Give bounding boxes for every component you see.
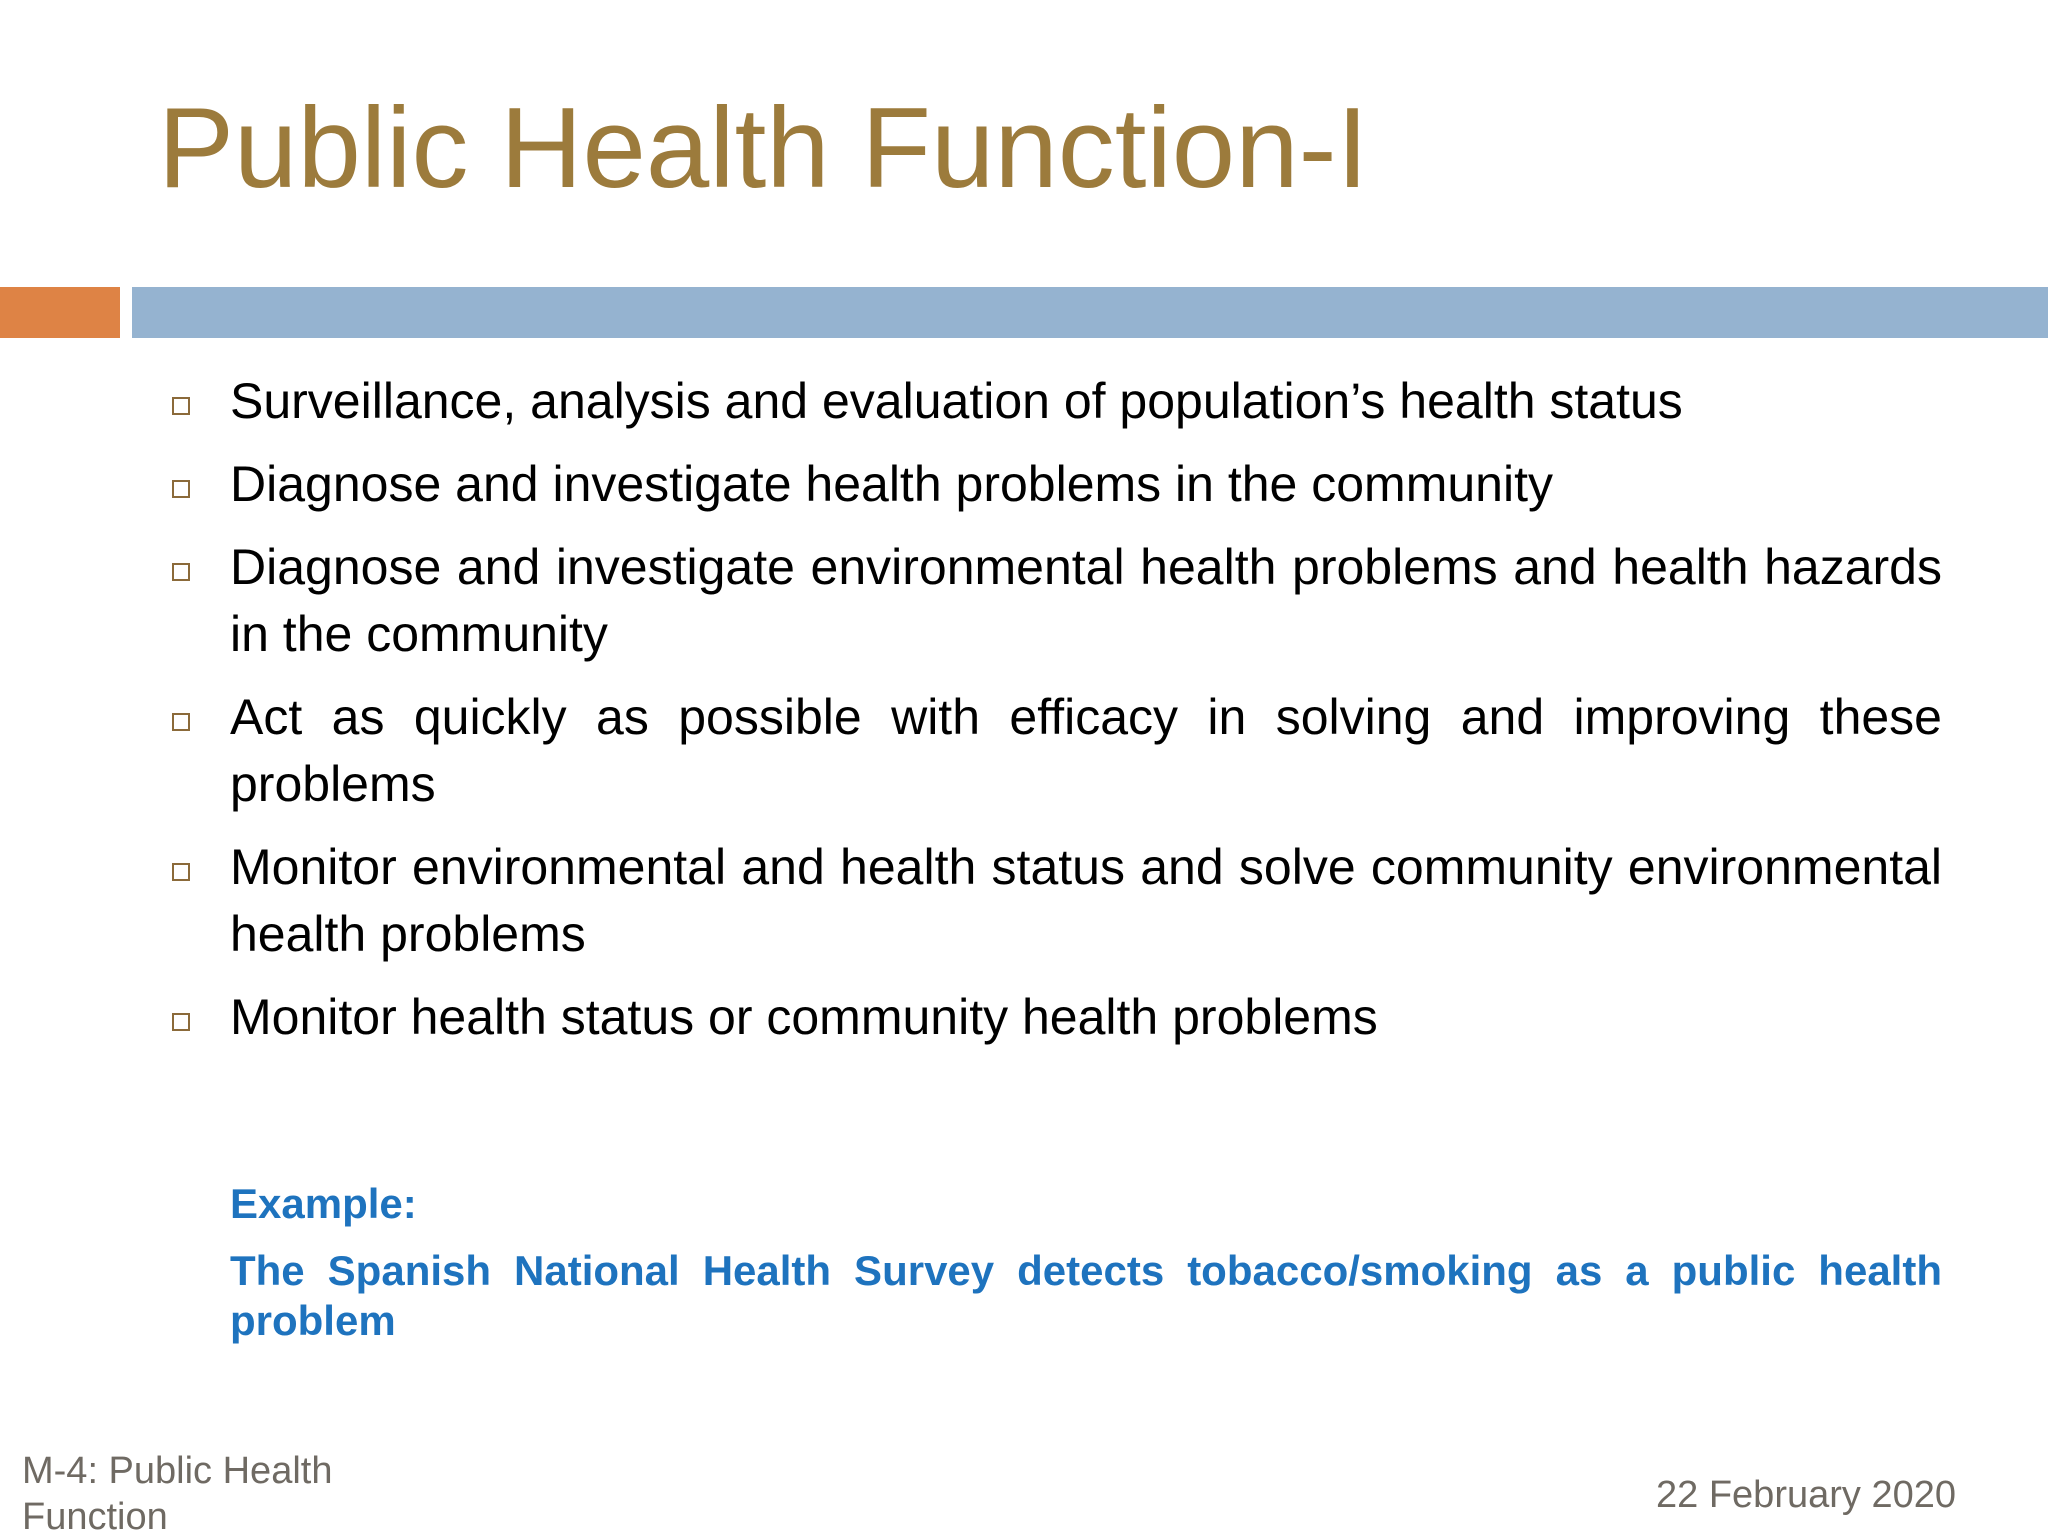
orange-accent-bar	[0, 287, 120, 338]
bullet-text: Surveillance, analysis and evaluation of population’s health status	[230, 373, 1683, 429]
bullet-text: Act as quickly as possible with efficacy in solving and improving these problems	[230, 689, 1942, 812]
footer-date: 22 February 2020	[1656, 1474, 1956, 1516]
square-bullet-icon	[172, 563, 190, 581]
square-bullet-icon	[172, 713, 190, 731]
example-label: Example:	[230, 1180, 417, 1227]
bullet-item	[168, 834, 1942, 968]
bullet-item	[168, 684, 1942, 818]
bullet-item	[168, 984, 1942, 1051]
square-bullet-icon	[172, 480, 190, 498]
example-text: The Spanish National Health Survey detects tobacco/smoking as a public health problem	[230, 1247, 1942, 1344]
square-bullet-icon	[172, 863, 190, 881]
bullet-item	[168, 368, 1942, 435]
bullet-item	[168, 451, 1942, 518]
square-bullet-icon	[172, 397, 190, 415]
bullet-text: Diagnose and investigate health problems in the community	[230, 456, 1553, 512]
bullet-item	[168, 534, 1942, 668]
bullet-list	[168, 368, 1942, 1067]
blue-header-bar	[132, 287, 2048, 338]
footer-module-label: M-4: Public Health Function	[22, 1450, 333, 1536]
square-bullet-icon	[172, 1013, 190, 1031]
bullet-text: Diagnose and investigate environmental health problems and health hazards in the community	[230, 539, 1942, 662]
slide-title: Public Health Function-I	[158, 85, 1369, 212]
bullet-text: Monitor health status or community health problems	[230, 989, 1378, 1045]
bullet-text: Monitor environmental and health status and solve community environmental health problems	[230, 839, 1942, 962]
example-block	[230, 1176, 1942, 1346]
